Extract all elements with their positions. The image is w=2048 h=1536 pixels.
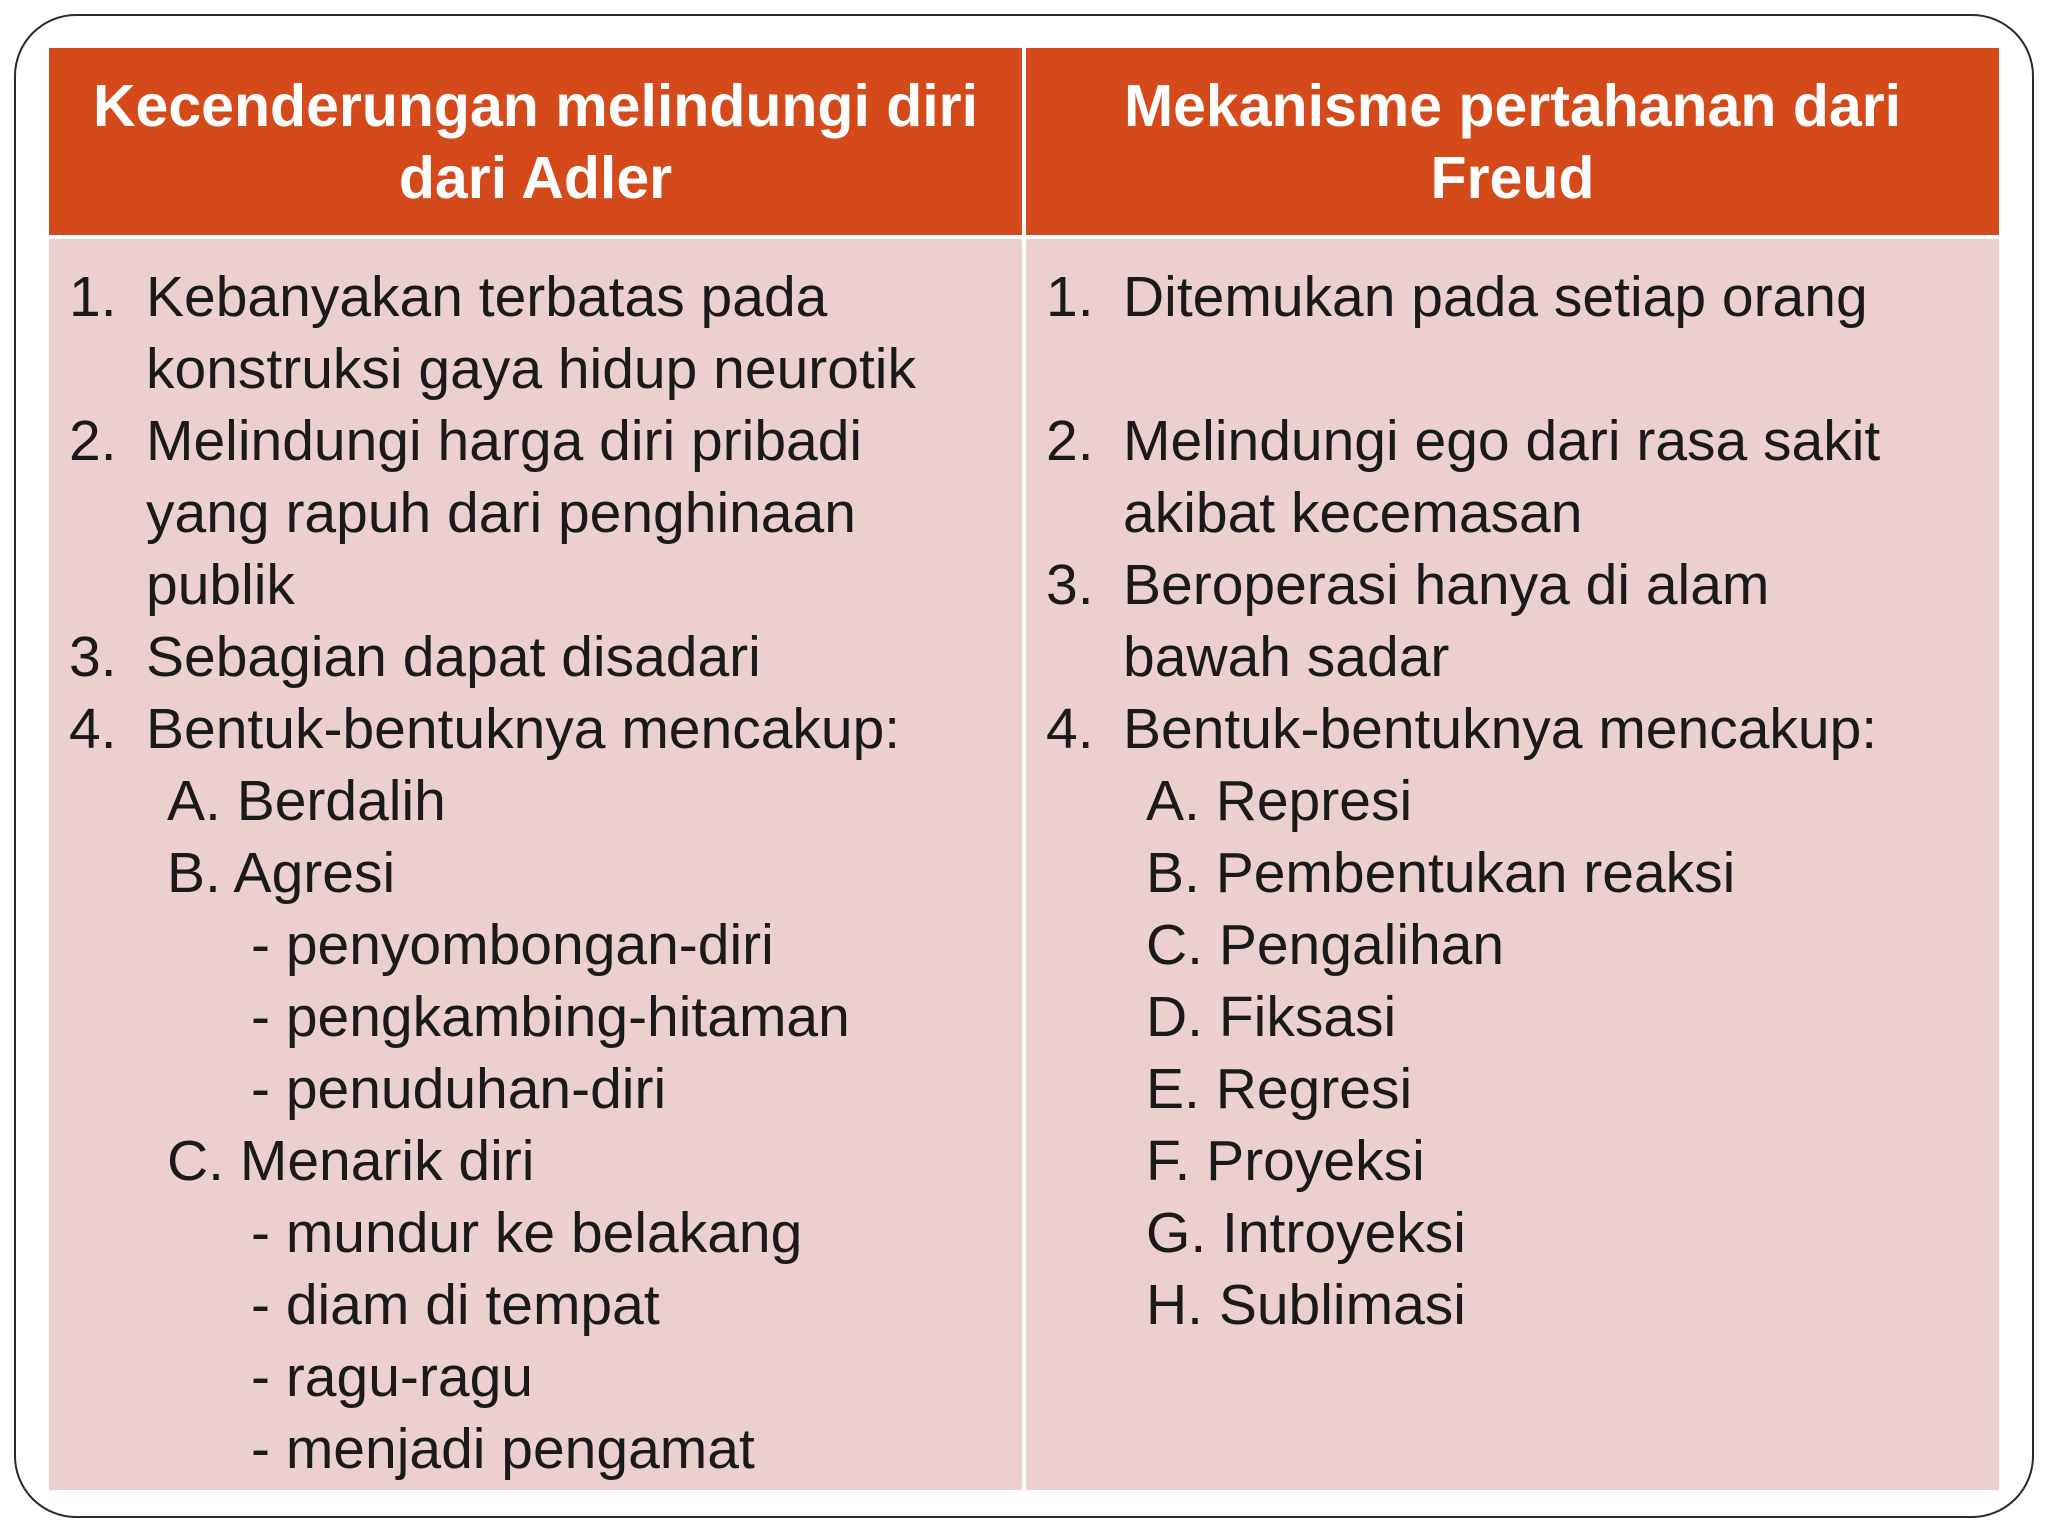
form-label: F. Proyeksi	[1146, 1129, 1425, 1193]
subform-label: - diam di tempat	[251, 1273, 660, 1337]
form-label: G. Introyeksi	[1146, 1201, 1466, 1265]
form-subitem	[49, 1269, 1022, 1341]
form-item	[1026, 837, 1999, 909]
item-text: Melindungi harga diri pribadi	[146, 409, 863, 473]
list-item-continuation	[1026, 477, 1999, 549]
item-text: yang rapuh dari penghinaan	[146, 481, 856, 545]
form-subitem	[49, 1341, 1022, 1413]
item-text: Melindungi ego dari rasa sakit	[1123, 409, 1881, 473]
item-number: 1.	[1046, 265, 1094, 329]
item-text: Ditemukan pada setiap orang	[1123, 265, 1868, 329]
list-item	[1026, 693, 1999, 765]
list-item	[1026, 549, 1999, 621]
header-freud-text: Mekanisme pertahanan dari Freud	[1123, 72, 1902, 211]
list-item	[1026, 405, 1999, 477]
item-text: Sebagian dapat disadari	[146, 625, 761, 689]
item-number: 3.	[69, 625, 117, 689]
item-number: 2.	[69, 409, 117, 473]
list-item	[49, 261, 1022, 333]
spacer	[1026, 333, 1999, 405]
list-item-continuation	[1026, 621, 1999, 693]
list-item	[49, 405, 1022, 477]
form-subitem	[49, 1413, 1022, 1485]
item-text: Kebanyakan terbatas pada	[146, 265, 828, 329]
subform-label: - ragu-ragu	[251, 1345, 533, 1409]
form-label: A. Berdalih	[167, 769, 446, 833]
form-label: A. Represi	[1146, 769, 1413, 833]
form-subitem	[49, 909, 1022, 981]
header-adler-text: Kecenderungan melindungi diri dari Adler	[92, 72, 979, 211]
form-item	[49, 1125, 1022, 1197]
form-item	[1026, 1125, 1999, 1197]
comparison-table	[49, 48, 1999, 1490]
item-text: bawah sadar	[1123, 625, 1450, 689]
form-label: D. Fiksasi	[1146, 985, 1397, 1049]
form-label: C. Menarik diri	[167, 1129, 535, 1193]
item-text: Bentuk-bentuknya mencakup:	[146, 697, 901, 761]
form-item	[1026, 909, 1999, 981]
form-item	[49, 837, 1022, 909]
form-item	[1026, 981, 1999, 1053]
item-number: 1.	[69, 265, 117, 329]
item-text: Bentuk-bentuknya mencakup:	[1123, 697, 1878, 761]
form-label: H. Sublimasi	[1146, 1273, 1466, 1337]
item-number: 4.	[69, 697, 117, 761]
item-text: Beroperasi hanya di alam	[1123, 553, 1770, 617]
list-item-continuation	[49, 333, 1022, 405]
form-subitem	[49, 981, 1022, 1053]
subform-label: - penuduhan-diri	[251, 1057, 667, 1121]
form-item	[49, 765, 1022, 837]
subform-label: - penyombongan-diri	[251, 913, 774, 977]
form-label: C. Pengalihan	[1146, 913, 1505, 977]
form-label: B. Agresi	[167, 841, 396, 905]
header-freud	[1026, 48, 1999, 235]
adler-column	[49, 239, 1022, 1490]
item-number: 4.	[1046, 697, 1094, 761]
item-text: publik	[146, 553, 295, 617]
subform-label: - pengkambing-hitaman	[251, 985, 850, 1049]
list-item	[1026, 261, 1999, 333]
form-label: E. Regresi	[1146, 1057, 1413, 1121]
subform-label: - mundur ke belakang	[251, 1201, 803, 1265]
form-item	[1026, 765, 1999, 837]
list-item-continuation	[49, 549, 1022, 621]
list-item-continuation	[49, 477, 1022, 549]
list-item	[49, 693, 1022, 765]
form-label: B. Pembentukan reaksi	[1146, 841, 1736, 905]
form-subitem	[49, 1197, 1022, 1269]
form-item	[1026, 1197, 1999, 1269]
form-item	[1026, 1269, 1999, 1341]
item-text: akibat kecemasan	[1123, 481, 1583, 545]
subform-label: - menjadi pengamat	[251, 1417, 755, 1481]
item-number: 2.	[1046, 409, 1094, 473]
list-item	[49, 621, 1022, 693]
header-adler	[49, 48, 1022, 235]
form-subitem	[49, 1053, 1022, 1125]
form-item	[1026, 1053, 1999, 1125]
item-text: konstruksi gaya hidup neurotik	[146, 337, 916, 401]
freud-column	[1026, 239, 1999, 1490]
item-number: 3.	[1046, 553, 1094, 617]
